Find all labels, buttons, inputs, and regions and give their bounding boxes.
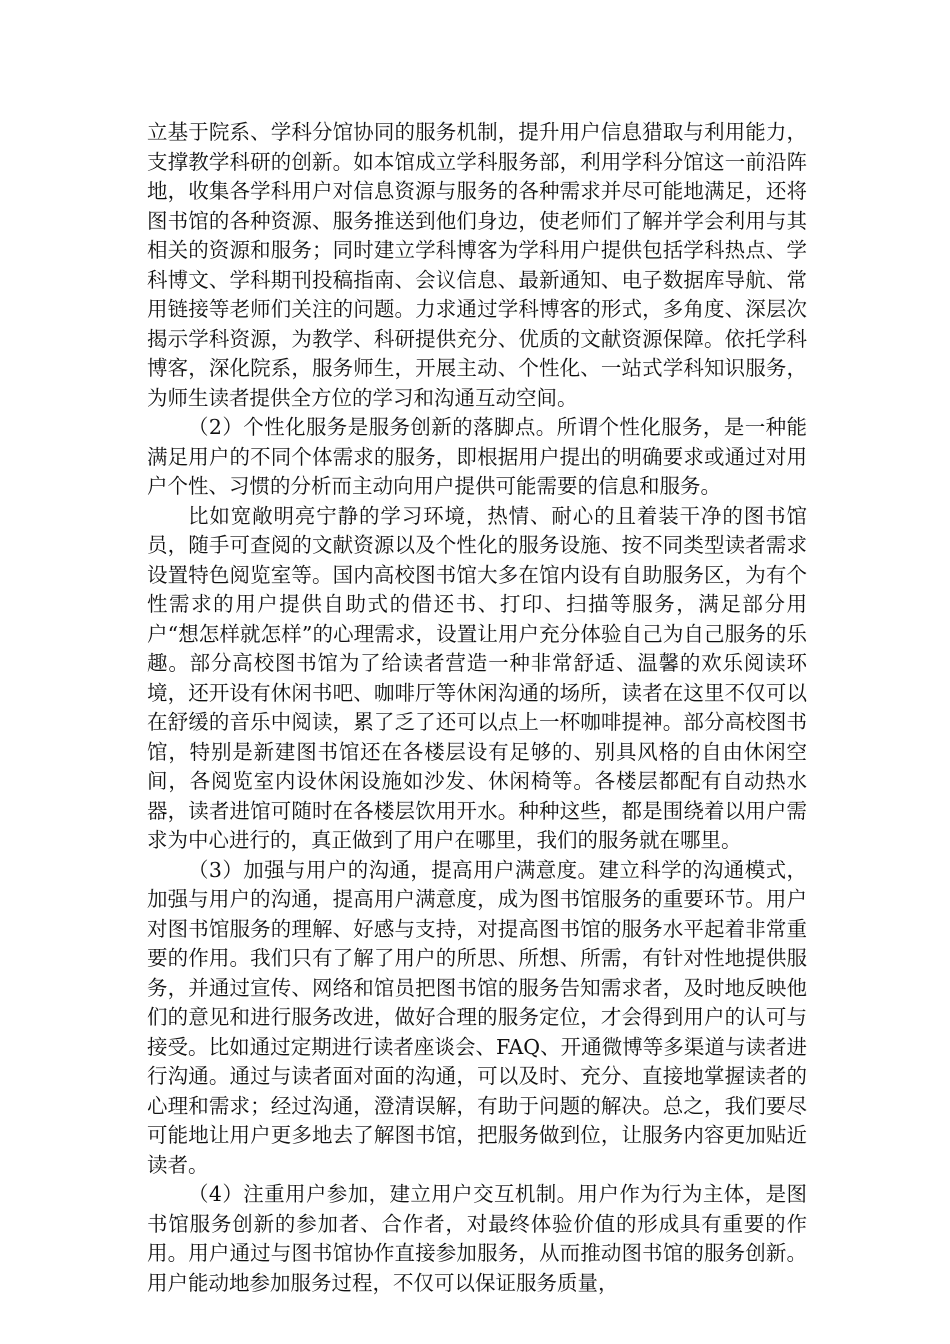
paragraph-service-examples: 比如宽敞明亮宁静的学习环境，热情、耐心的且着装干净的图书馆员，随手可查阅的文献资源以及个性化的服务设施、按不同类型读者需求设置特色阅览室等。国内高校图书馆大多在馆内设有自助服务区，为有个性需求的用户提供自助式的借还书、打印、扫描等服务，满足部分用户“想怎样就怎样”的心理需求，设置让用户充分体验自己为自己服务的乐趣。部分高校图书馆为了给读者营造一种非常舒适、温馨的欢乐阅读环境，还开设有休闲书吧、咖啡厅等休闲沟通的场所，读者在这里不仅可以在舒缓的音乐中阅读，累了乏了还可以点上一杯咖啡提神。部分高校图书馆，特别是新建图书馆还在各楼层设有足够的、别具风格的自由休闲空间，各阅览室内设休闲设施如沙发、休闲椅等。各楼层都配有自动热水器，读者进馆可随时在各楼层饮用开水。种种这些，都是围绕着以用户需求为中心进行的，真正做到了用户在哪里，我们的服务就在哪里。 (147, 503, 807, 852)
document-page (147, 118, 807, 1298)
paragraph-library-subject-service: 立基于院系、学科分馆协同的服务机制，提升用户信息猎取与利用能力，支撑教学科研的创新。如本馆成立学科服务部，利用学科分馆这一前沿阵地，收集各学科用户对信息资源与服务的各种需求并尽可能地满足，还将图书馆的各种资源、服务推送到他们身边，使老师们了解并学会利用与其相关的资源和服务；同时建立学科博客为学科用户提供包括学科热点、学科博文、学科期刊投稿指南、会议信息、最新通知、电子数据库导航、常用链接等老师们关注的问题。力求通过学科博客的形式，多角度、深层次揭示学科资源，为教学、科研提供充分、优质的文献资源保障。依托学科博客，深化院系，服务师生，开展主动、个性化、一站式学科知识服务，为师生读者提供全方位的学习和沟通互动空间。 (147, 120, 807, 410)
paragraph-personalized-service: （2）个性化服务是服务创新的落脚点。所谓个性化服务，是一种能满足用户的不同个体需求的服务，即根据用户提出的明确要求或通过对用户个性、习惯的分析而主动向用户提供可能需要的信息和服务。 (147, 415, 807, 498)
paragraph-user-communication: （3）加强与用户的沟通，提高用户满意度。建立科学的沟通模式，加强与用户的沟通，提高用户满意度，成为图书馆服务的重要环节。用户对图书馆服务的理解、好感与支持，对提高图书馆的服务水平起着非常重要的作用。我们只有了解了用户的所思、所想、所需，有针对性地提供服务，并通过宣传、网络和馆员把图书馆的服务告知需求者，及时地反映他们的意见和进行服务改进，做好合理的服务定位，才会得到用户的认可与接受。比如通过定期进行读者座谈会、FAQ、开通微博等多渠道与读者进行沟通。通过与读者面对面的沟通，可以及时、充分、直接地掌握读者的心理和需求；经过沟通，澄清误解，有助于问题的解决。总之，我们要尽可能地让用户更多地去了解图书馆，把服务做到位，让服务内容更加贴近读者。 (147, 857, 807, 1177)
paragraph-user-participation: （4）注重用户参加，建立用户交互机制。用户作为行为主体，是图书馆服务创新的参加者、合作者，对最终体验价值的形成具有重要的作用。用户通过与图书馆协作直接参加服务，从而推动图书馆的服务创新。用户能动地参加服务过程，不仅可以保证服务质量， (147, 1182, 807, 1295)
